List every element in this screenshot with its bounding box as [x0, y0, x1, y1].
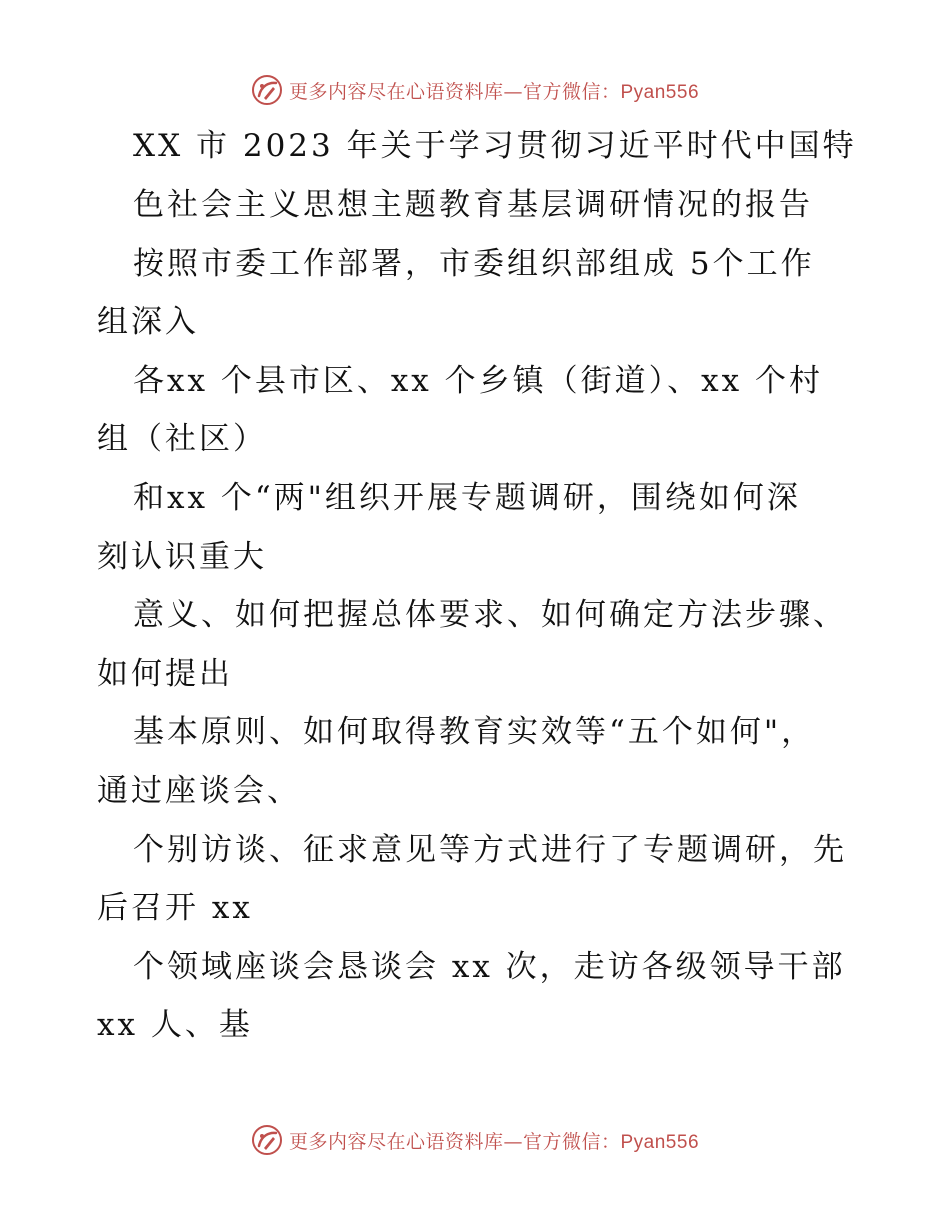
notebook-pen-logo-icon: [251, 74, 283, 106]
document-line: 通过座谈会、: [97, 773, 301, 809]
document-line: 组深入: [97, 304, 199, 340]
watermark-handle: Pyan556: [620, 81, 700, 103]
notebook-pen-logo-icon: [251, 1124, 283, 1156]
watermark-suffix: 官方微信：: [522, 1130, 621, 1153]
watermark-text: 更多内容尽在心语资料库: [288, 80, 504, 103]
document-line: 后召开 xx: [97, 890, 253, 926]
watermark-handle: Pyan556: [620, 1131, 700, 1153]
document-line: 和xx 个“两"组织开展专题调研，围绕如何深: [133, 480, 801, 516]
document-line: 按照市委工作部署，市委组织部组成 5个工作: [133, 246, 815, 282]
document-line: 意义、如何把握总体要求、如何确定方法步骤、: [133, 597, 847, 633]
document-line: 各xx 个县市区、xx 个乡镇（街道）、xx 个村: [133, 363, 823, 399]
header-watermark: [0, 70, 950, 110]
document-line: 基本原则、如何取得教育实效等“五个如何"，: [133, 714, 816, 750]
document-line: 个领域座谈会恳谈会 xx 次，走访各级领导干部: [133, 949, 846, 985]
document-line: 刻认识重大: [97, 539, 267, 575]
document-line: 个别访谈、征求意见等方式进行了专题调研，先: [133, 832, 847, 868]
document-line: 如何提出: [97, 656, 233, 692]
document-line: xx 人、基: [97, 1007, 253, 1043]
footer-watermark: [0, 1120, 950, 1160]
document-line: XX 市 2023 年关于学习贯彻习近平时代中国特: [133, 128, 857, 164]
watermark-suffix: 官方微信：: [522, 80, 621, 103]
document-line: 组（社区）: [97, 421, 267, 457]
watermark-separator: —: [503, 80, 523, 103]
watermark-separator: —: [503, 1130, 523, 1153]
watermark-text: 更多内容尽在心语资料库: [288, 1130, 504, 1153]
document-line: 色社会主义思想主题教育基层调研情况的报告: [133, 187, 813, 223]
